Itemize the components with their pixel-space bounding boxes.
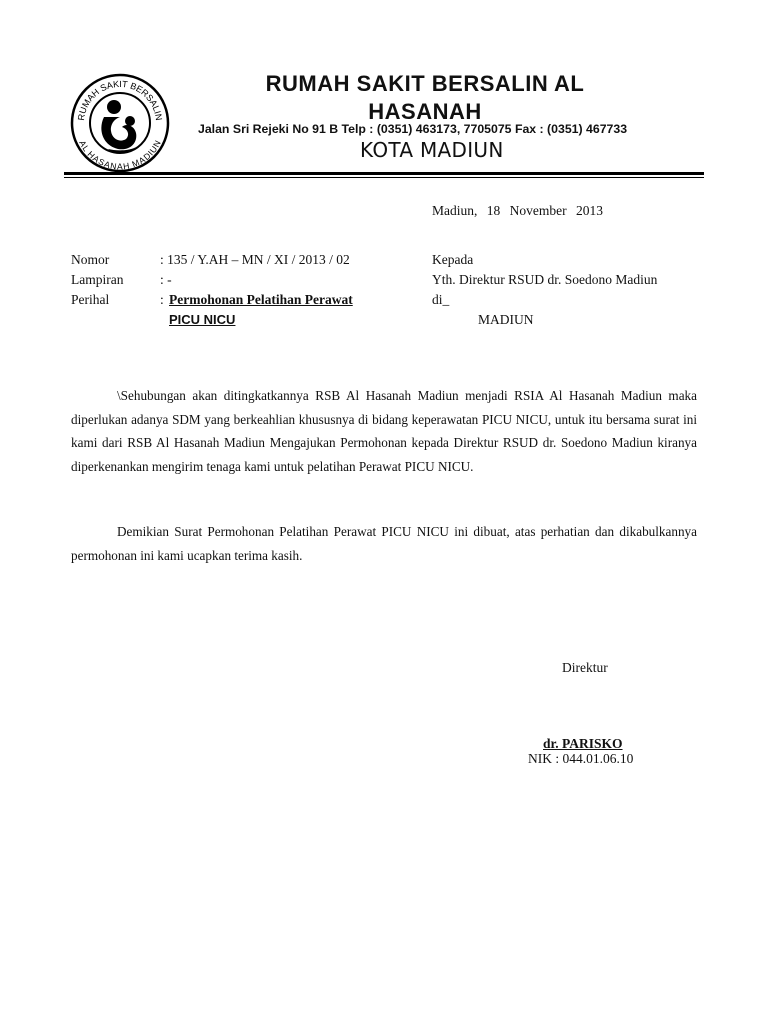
lampiran-label: Lampiran	[71, 272, 124, 287]
recipient-di: di_	[432, 292, 450, 307]
signature-nik: NIK : 044.01.06.10	[528, 751, 634, 766]
hospital-name	[210, 70, 640, 126]
perihal-colon: :	[160, 292, 164, 307]
nomor-label: Nomor	[71, 252, 110, 267]
body-paragraph-1: \Sehubungan akan ditingkatkannya RSB Al Hasanah Madiun menjadi RSIA Al Hasanah Madiun maka diperlukan adanya SDM yang berkeahlian khususnya di bidang keperawatan PICU NICU, untuk itu bersama surat ini kami dari RSB Al Hasanah Madiun Mengajukan Permohonan kepada Direktur RSUD dr. Soedono Madiun kiranya diperkenankan mengirim tenaga kami untuk pelatihan Perawat PICU NICU.	[71, 388, 697, 474]
perihal-subject-line2: PICU NICU	[169, 312, 236, 327]
letterhead-divider-thick	[64, 172, 704, 175]
letterhead-divider-thin	[64, 177, 704, 178]
recipient-name: Yth. Direktur RSUD dr. Soedono Madiun	[432, 272, 658, 287]
hospital-city: KOTA MADIUN	[360, 138, 504, 162]
hospital-address: Jalan Sri Rejeki No 91 B Telp : (0351) 463173, 7705075 Fax : (0351) 467733	[198, 122, 628, 136]
letter-date: Madiun, 18 November 2013	[432, 203, 603, 218]
recipient-city: MADIUN	[478, 312, 534, 327]
perihal-label: Perihal	[71, 292, 110, 307]
recipient-kepada: Kepada	[432, 252, 474, 267]
nomor-value: : 135 / Y.AH – MN / XI / 2013 / 02	[160, 252, 350, 267]
hospital-name-line1: RUMAH SAKIT BERSALIN AL	[265, 71, 585, 96]
lampiran-value: : -	[160, 272, 172, 287]
hospital-name-line2: HASANAH	[368, 99, 482, 124]
perihal-subject-line1: Permohonan Pelatihan Perawat	[169, 292, 353, 307]
logo-ring-top-text: RUMAH SAKIT BERSALIN	[76, 78, 164, 122]
body-paragraph-2: Demikian Surat Permohonan Pelatihan Perawat PICU NICU ini dibuat, atas perhatian dan dikabulkannya permohonan ini kami ucapkan terima kasih.	[71, 524, 697, 563]
mother-child-icon	[101, 100, 136, 153]
signature-name: dr. PARISKO	[543, 736, 623, 751]
logo-ring-bottom-text: AL HASANAH MADIUN	[77, 138, 163, 172]
hospital-logo	[70, 73, 170, 173]
signature-title: Direktur	[562, 660, 608, 675]
